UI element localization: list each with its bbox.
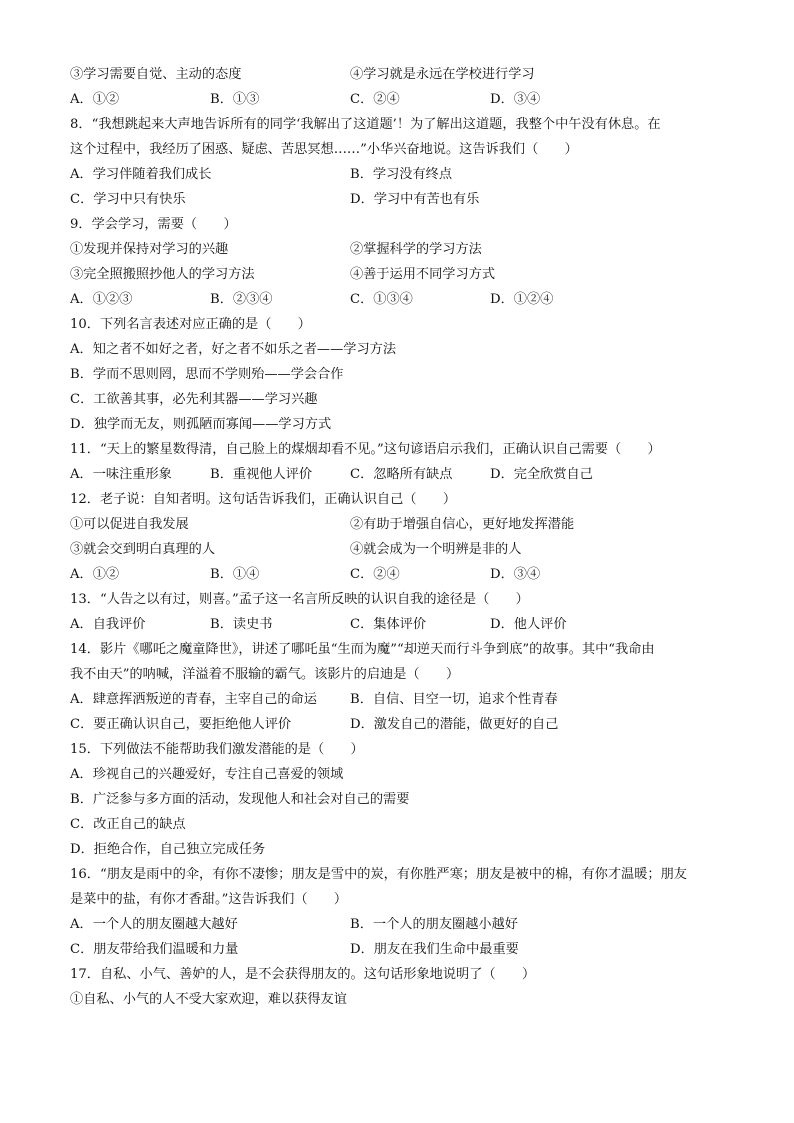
choice-option: D．③④ [490, 567, 541, 582]
question-line: 14．影片《哪吒之魔童降世》，讲述了哪吒虽“生而为魔”“却逆天而行斗争到底”的故事。其中“我命由 [70, 642, 655, 657]
choice-row [70, 287, 730, 312]
choice-option: D．①②④ [490, 292, 554, 307]
option-text: A．一个人的朋友圈越大越好 [70, 917, 238, 932]
option-text: ②有助于增强自信心，更好地发挥潜能 [350, 517, 575, 532]
choice-option: D．他人评价 [490, 617, 567, 632]
option-text: D．激发自己的潜能，做更好的自己 [350, 717, 559, 732]
option-text: B．一个人的朋友圈越小越好 [350, 917, 518, 932]
question-line: C．改正自己的缺点 [70, 817, 186, 832]
option-row [70, 187, 730, 212]
exam-page [70, 62, 730, 1012]
choice-option: C．①③④ [350, 292, 413, 307]
question-line: 这个过程中，我经历了困惑、疑虑、苦思冥想……”小华兴奋地说。这告诉我们（ ） [70, 142, 578, 157]
option-row [70, 712, 730, 737]
choice-option: B．①③ [210, 92, 260, 107]
choice-row [70, 612, 730, 637]
option-text: C．学习中只有快乐 [70, 192, 186, 207]
question-line: 16．“朋友是雨中的伞，有你不凄惨；朋友是雪中的炭，有你胜严寒；朋友是被中的棉，有你才温暖；朋友 [70, 867, 687, 882]
option-text: C．要正确认识自己，要拒绝他人评价 [70, 717, 292, 732]
option-text: ④就会成为一个明辨是非的人 [350, 542, 522, 557]
question-line: C．工欲善其事，必先利其器——学习兴趣 [70, 392, 318, 407]
choice-option: A．①②③ [70, 292, 133, 307]
option-row [70, 512, 730, 537]
choice-option: A．自我评价 [70, 617, 146, 632]
option-text: ③完全照搬照抄他人的学习方法 [70, 267, 255, 282]
question-line: 13．“人告之以有过，则喜。”孟子这一名言所反映的认识自我的途径是（ ） [70, 592, 529, 607]
choice-option: A．①② [70, 92, 120, 107]
choice-option: D．完全欣赏自己 [490, 467, 593, 482]
question-line: 12．老子说：自知者明。这句话告诉我们，正确认识自己（ ） [70, 492, 457, 507]
choice-option: A．①② [70, 567, 120, 582]
question-line: D．拒绝合作，自己独立完成任务 [70, 842, 266, 857]
option-text: ①可以促进自我发展 [70, 517, 189, 532]
question-line: 15．下列做法不能帮助我们激发潜能的是（ ） [70, 742, 364, 757]
question-line: 是菜中的盐，有你才香甜。”这告诉我们（ ） [70, 892, 348, 907]
choice-option: A．一味注重形象 [70, 467, 172, 482]
choice-option: C．②④ [350, 567, 400, 582]
question-line: 11．“天上的繁星数得清，自己脸上的煤烟却看不见。”这句谚语启示我们，正确认识自己需要（ ） [70, 442, 661, 457]
option-text: B．学习没有终点 [350, 167, 453, 182]
option-row [70, 62, 730, 87]
option-text: D．学习中有苦也有乐 [350, 192, 480, 207]
question-line: 17．自私、小气、善妒的人，是不会获得朋友的。这句话形象地说明了（ ） [70, 967, 536, 982]
option-row [70, 237, 730, 262]
choice-option: C．忽略所有缺点 [350, 467, 453, 482]
question-line: B．广泛参与多方面的活动，发现他人和社会对自己的需要 [70, 792, 410, 807]
option-text: ③学习需要自觉、主动的态度 [70, 67, 242, 82]
choice-row [70, 462, 730, 487]
question-line: B．学而不思则罔，思而不学则殆——学会合作 [70, 367, 344, 382]
choice-option: D．③④ [490, 92, 541, 107]
option-text: ②掌握科学的学习方法 [350, 242, 482, 257]
choice-option: B．②③④ [210, 292, 273, 307]
option-row [70, 537, 730, 562]
choice-option: B．①④ [210, 567, 260, 582]
question-line: 8．“我想跳起来大声地告诉所有的同学‘我解出了这道题’！为了解出这道题，我整个中午没有休息。在 [70, 117, 661, 132]
question-line: 9．学会学习，需要（ ） [70, 217, 237, 232]
option-row [70, 687, 730, 712]
question-line: ①自私、小气的人不受大家欢迎，难以获得友谊 [70, 992, 347, 1007]
choice-row [70, 87, 730, 112]
option-text: C．朋友带给我们温暖和力量 [70, 942, 239, 957]
question-line: 我不由天”的呐喊，洋溢着不服输的霸气。该影片的启迪是（ ） [70, 667, 460, 682]
option-text: ④善于运用不同学习方式 [350, 267, 496, 282]
option-text: ④学习就是永远在学校进行学习 [350, 67, 535, 82]
question-line: D．独学而无友，则孤陋而寡闻——学习方式 [70, 417, 332, 432]
option-text: A．肆意挥洒叛逆的青春，主宰自己的命运 [70, 692, 317, 707]
question-line: A．珍视自己的兴趣爱好，专注自己喜爱的领域 [70, 767, 344, 782]
choice-option: B．读史书 [210, 617, 273, 632]
option-text: A．学习伴随着我们成长 [70, 167, 212, 182]
choice-option: B．重视他人评价 [210, 467, 313, 482]
option-text: B．自信、目空一切，追求个性青春 [350, 692, 558, 707]
option-row [70, 262, 730, 287]
question-line: 10．下列名言表述对应正确的是（ ） [70, 317, 311, 332]
option-text: D．朋友在我们生命中最重要 [350, 942, 519, 957]
choice-option: C．集体评价 [350, 617, 427, 632]
option-row [70, 162, 730, 187]
option-row [70, 937, 730, 962]
choice-option: C．②④ [350, 92, 400, 107]
option-text: ①发现并保持对学习的兴趣 [70, 242, 229, 257]
option-text: ③就会交到明白真理的人 [70, 542, 216, 557]
option-row [70, 912, 730, 937]
question-line: A．知之者不如好之者，好之者不如乐之者——学习方法 [70, 342, 397, 357]
choice-row [70, 562, 730, 587]
